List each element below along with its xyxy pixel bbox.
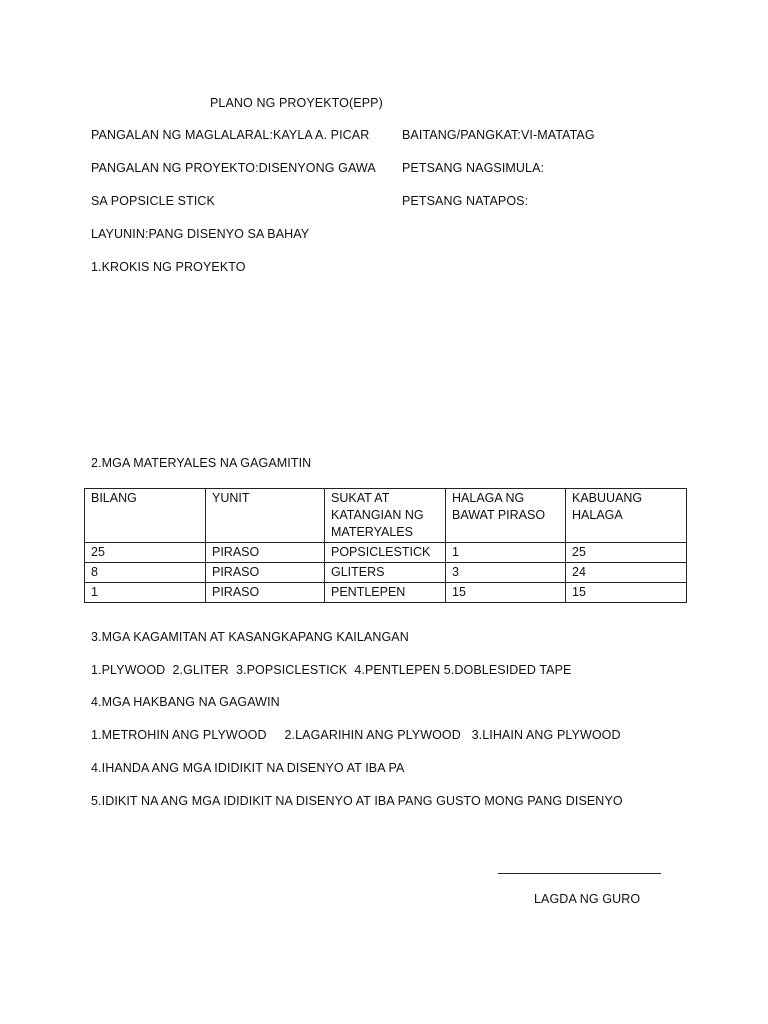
table-header-cell: YUNIT xyxy=(206,489,325,543)
document-title: PLANO NG PROYEKTO(EPP) xyxy=(210,96,383,110)
table-cell: PIRASO xyxy=(206,563,325,583)
table-cell: 15 xyxy=(446,583,566,603)
table-cell: 25 xyxy=(566,543,687,563)
objective: LAYUNIN:PANG DISENYO SA BAHAY xyxy=(91,227,310,241)
section-sketch-heading: 1.KROKIS NG PROYEKTO xyxy=(91,260,246,274)
table-cell: 1 xyxy=(446,543,566,563)
tools-list: 1.PLYWOOD 2.GLITER 3.POPSICLESTICK 4.PENTLEPEN 5.DOBLESIDED TAPE xyxy=(91,663,572,677)
section-materials-heading: 2.MGA MATERYALES NA GAGAMITIN xyxy=(91,456,312,470)
table-row xyxy=(85,583,687,603)
table-cell: PIRASO xyxy=(206,583,325,603)
date-started: PETSANG NAGSIMULA: xyxy=(402,161,545,175)
table-cell: 1 xyxy=(85,583,206,603)
table-cell: PIRASO xyxy=(206,543,325,563)
table-cell: 15 xyxy=(566,583,687,603)
table-header-cell: HALAGA NG BAWAT PIRASO xyxy=(446,489,566,543)
table-cell: GLITERS xyxy=(325,563,446,583)
grade-section: BAITANG/PANGKAT:VI-MATATAG xyxy=(402,128,595,142)
signature-line xyxy=(498,873,661,874)
table-header-row xyxy=(85,489,687,543)
steps-line-1: 1.METROHIN ANG PLYWOOD 2.LAGARIHIN ANG PLYWOOD 3.LIHAIN ANG PLYWOOD xyxy=(91,728,621,742)
signature-label: LAGDA NG GURO xyxy=(534,892,641,906)
project-name-line2: SA POPSICLE STICK xyxy=(91,194,215,208)
student-name: PANGALAN NG MAGLALARAL:KAYLA A. PICAR xyxy=(91,128,370,142)
steps-line-3: 5.IDIKIT NA ANG MGA IDIDIKIT NA DISENYO AT IBA PANG GUSTO MONG PANG DISENYO xyxy=(91,794,623,808)
table-header-cell: BILANG xyxy=(85,489,206,543)
table-cell: POPSICLESTICK xyxy=(325,543,446,563)
table-header-cell: SUKAT AT KATANGIAN NG MATERYALES xyxy=(325,489,446,543)
table-cell: 24 xyxy=(566,563,687,583)
materials-table xyxy=(84,488,687,603)
section-steps-heading: 4.MGA HAKBANG NA GAGAWIN xyxy=(91,695,280,709)
date-finished: PETSANG NATAPOS: xyxy=(402,194,529,208)
table-header-cell: KABUUANG HALAGA xyxy=(566,489,687,543)
table-row xyxy=(85,563,687,583)
table-cell: 25 xyxy=(85,543,206,563)
table-cell: 3 xyxy=(446,563,566,583)
section-tools-heading: 3.MGA KAGAMITAN AT KASANGKAPANG KAILANGAN xyxy=(91,630,409,644)
steps-line-2: 4.IHANDA ANG MGA IDIDIKIT NA DISENYO AT IBA PA xyxy=(91,761,405,775)
table-row xyxy=(85,543,687,563)
table-cell: 8 xyxy=(85,563,206,583)
project-name-line1: PANGALAN NG PROYEKTO:DISENYONG GAWA xyxy=(91,161,376,175)
table-cell: PENTLEPEN xyxy=(325,583,446,603)
